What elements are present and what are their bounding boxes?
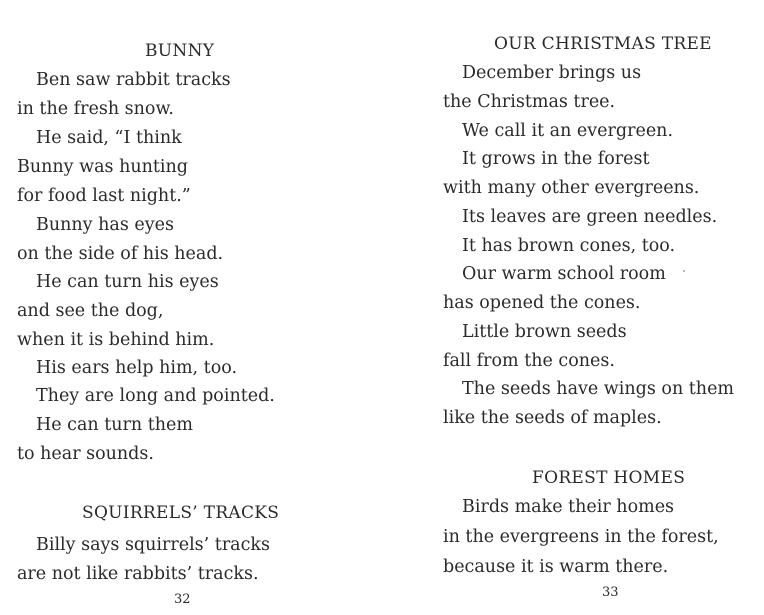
forest-line: in the evergreens in the forest, bbox=[443, 527, 719, 547]
page-number: 33 bbox=[602, 585, 619, 600]
page-number: 32 bbox=[174, 592, 191, 607]
bunny-line: and see the dog, bbox=[17, 301, 164, 321]
bunny-line: for food last night.” bbox=[17, 186, 191, 206]
christmas-line: with many other evergreens. bbox=[443, 178, 700, 198]
bunny-line: He can turn them bbox=[36, 415, 194, 435]
forest-title: FOREST HOMES bbox=[532, 468, 686, 488]
christmas-line: has opened the cones. bbox=[443, 293, 641, 313]
left-page bbox=[0, 0, 380, 615]
right-page bbox=[380, 0, 764, 615]
bunny-line: Ben saw rabbit tracks bbox=[36, 70, 231, 90]
forest-line: Birds make their homes bbox=[462, 497, 675, 517]
christmas-line: Little brown seeds bbox=[462, 322, 627, 342]
bunny-line: Bunny has eyes bbox=[36, 215, 174, 235]
christmas-line: Its leaves are green needles. bbox=[462, 207, 718, 227]
christmas-line: December brings us bbox=[462, 63, 642, 83]
squirrels-line: Billy says squirrels’ tracks bbox=[36, 535, 271, 555]
christmas-line: It has brown cones, too. bbox=[462, 236, 676, 256]
christmas-line: fall from the cones. bbox=[443, 351, 615, 371]
forest-line: because it is warm there. bbox=[443, 557, 669, 577]
page-speck bbox=[683, 270, 685, 272]
bunny-line: to hear sounds. bbox=[17, 444, 154, 464]
bunny-line: in the fresh snow. bbox=[17, 99, 174, 119]
bunny-line: He said, “I think bbox=[36, 128, 182, 148]
christmas-line: It grows in the forest bbox=[462, 149, 650, 169]
christmas-line: like the seeds of maples. bbox=[443, 408, 662, 428]
bunny-line: They are long and pointed. bbox=[36, 386, 275, 406]
bunny-line: He can turn his eyes bbox=[36, 272, 219, 292]
squirrels-title: SQUIRRELS’ TRACKS bbox=[82, 503, 280, 523]
bunny-line: when it is behind him. bbox=[17, 330, 215, 350]
bunny-line: His ears help him, too. bbox=[36, 358, 238, 378]
bunny-line: Bunny was hunting bbox=[17, 157, 188, 177]
christmas-line: The seeds have wings on them bbox=[462, 379, 735, 399]
christmas-line: Our warm school room bbox=[462, 264, 666, 284]
christmas-line: We call it an evergreen. bbox=[462, 121, 674, 141]
christmas-line: the Christmas tree. bbox=[443, 92, 616, 112]
christmas-title: OUR CHRISTMAS TREE bbox=[494, 34, 712, 54]
bunny-title: BUNNY bbox=[145, 41, 215, 61]
squirrels-line: are not like rabbits’ tracks. bbox=[17, 564, 259, 584]
bunny-line: on the side of his head. bbox=[17, 244, 224, 264]
